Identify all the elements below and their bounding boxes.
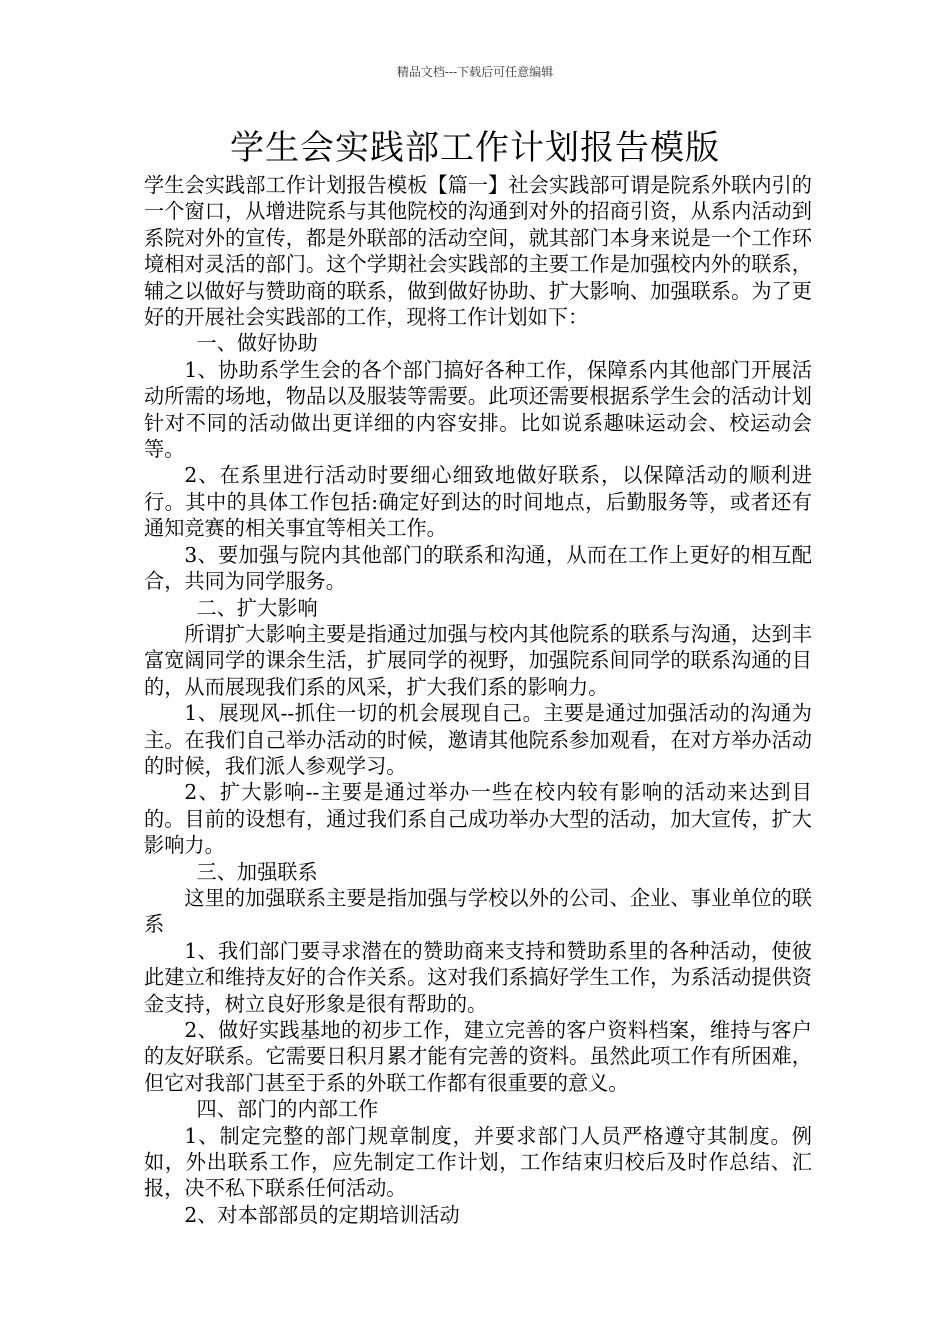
paragraph-3-1: 1、我们部门要寻求潜在的赞助商来支持和赞助系里的各种活动，使彼此建立和维持友好的合作关系。这对我们系搞好学生工作，为系活动提供资金支持，树立良好形象是很有帮助的。 <box>144 938 812 1016</box>
document-title: 学生会实践部工作计划报告模版 <box>230 128 720 168</box>
section-heading-1: 一、做好协助 <box>196 331 318 356</box>
paragraph-1-3: 3、要加强与院内其他部门的联系和沟通，从而在工作上更好的相互配合，共同为同学服务。 <box>144 542 812 594</box>
paragraph-2-intro: 所谓扩大影响主要是指通过加强与校内其他院系的联系与沟通，达到丰富宽阔同学的课余生活，扩展同学的视野，加强院系间同学的联系沟通的目的，从而展现我们系的风采，扩大我们系的影响力。 <box>144 621 812 699</box>
intro-paragraph: 学生会实践部工作计划报告模板【篇一】社会实践部可谓是院系外联内引的一个窗口，从增进院系与其他院校的沟通到对外的招商引资，从系内活动到系院对外的宣传，都是外联部的活动空间，就其部门本身来说是一个工作环境相对灵活的部门。这个学期社会实践部的主要工作是加强校内外的联系，辅之以做好与赞助商的联系，做到做好协助、扩大影响、加强联系。为了更好的开展社会实践部的工作，现将工作计划如下： <box>144 173 812 330</box>
section-heading-4: 四、部门的内部工作 <box>196 1097 379 1122</box>
document-body <box>144 172 812 1228</box>
paragraph-3-2: 2、做好实践基地的初步工作，建立完善的客户资料档案，维持与客户的友好联系。它需要日积月累才能有完善的资料。虽然此项工作有所困难，但它对我部门甚至于系的外联工作都有很重要的意义。 <box>144 1018 812 1095</box>
paragraph-1-1: 1、协助系学生会的各个部门搞好各种工作，保障系内其他部门开展活动所需的场地，物品以及服装等需要。此项还需要根据系学生会的活动计划针对不同的活动做出更详细的内容安排。比如说系趣味运动会、校运动会等。 <box>144 357 812 462</box>
paragraph-2-1: 1、展现风--抓住一切的机会展现自己。主要是通过加强活动的沟通为主。在我们自己举办活动的时候，邀请其他院系参加观看，在对方举办活动的时候，我们派人参观学习。 <box>144 701 812 778</box>
paragraph-1-2: 2、在系里进行活动时要细心细致地做好联系，以保障活动的顺利进行。其中的具体工作包括:确定好到达的时间地点，后勤服务等，或者还有通知竞赛的相关事宜等相关工作。 <box>144 463 812 541</box>
paragraph-4-2: 2、对本部部员的定期培训活动 <box>184 1202 460 1227</box>
paragraph-4-1: 1、制定完整的部门规章制度，并要求部门人员严格遵守其制度。例如，外出联系工作，应先制定工作计划，工作结束归校后及时作总结、汇报，决不私下联系任何活动。 <box>144 1123 812 1201</box>
section-heading-2: 二、扩大影响 <box>196 595 318 620</box>
paragraph-3-intro: 这里的加强联系主要是指加强与学校以外的公司、企业、事业单位的联系 <box>144 885 812 937</box>
header-note: 精品文档---下载后可任意编辑 <box>396 65 554 79</box>
section-heading-3: 三、加强联系 <box>196 859 318 884</box>
paragraph-2-2: 2、扩大影响--主要是通过举办一些在校内较有影响的活动来达到目的。目前的设想有，通过我们系自己成功举办大型的活动，加大宣传，扩大影响力。 <box>144 780 812 858</box>
